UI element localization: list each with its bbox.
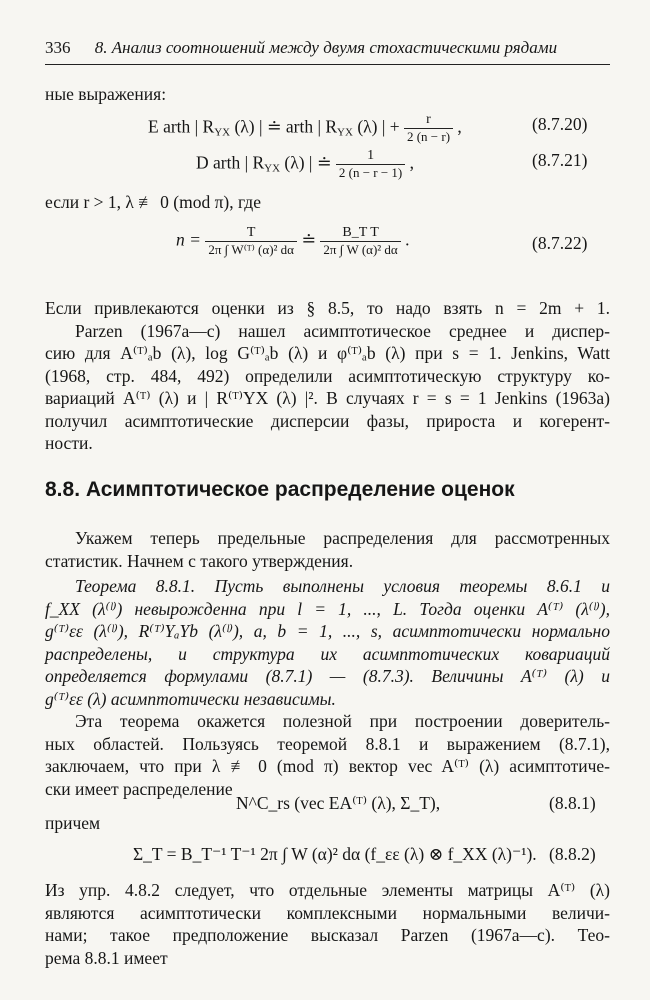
frac-denominator: 2π ∫ W⁽ᵀ⁾ (α)² dα xyxy=(208,242,294,257)
text-line: ности. xyxy=(45,433,93,453)
text-line: получил асимптотические дисперсии фазы, прироста и когерент- xyxy=(45,410,610,431)
frac-denominator: 2 (n − r) xyxy=(406,129,451,144)
text-line: ски имеет распределение xyxy=(45,778,233,799)
paragraph-exercise xyxy=(45,879,610,969)
text-line: ных областей. Пользуясь теоремой 8.8.1 и выражением (8.7.1), xyxy=(45,733,610,754)
text-line: нами; такое предположение высказал Parzen (1967a—c). Тео- xyxy=(45,925,610,945)
frac-denominator: 2π ∫ W (α)² dα xyxy=(323,242,398,257)
eq-8-7-22-mid: ≐ xyxy=(301,229,317,250)
eq-8-7-20-fraction xyxy=(404,112,453,145)
eq-number-8-8-2: (8.8.2) xyxy=(549,844,596,864)
paragraph-intro-limits xyxy=(45,527,610,572)
prichem-line: причем xyxy=(45,813,101,833)
paragraph-parzen xyxy=(45,297,610,455)
eq-8-7-22-fraction-1 xyxy=(205,225,297,258)
text-line: g⁽ᵀ⁾εε (λ) асимптотически независимы. xyxy=(45,688,336,709)
equation-8-7-20 xyxy=(148,112,462,145)
text-line: Укажем теперь предельные распределения для рассмотренных xyxy=(75,528,610,548)
eq-sub-yx-3: YX xyxy=(264,162,281,175)
frac-numerator: T xyxy=(205,225,297,242)
condition-line: если r > 1, λ ≢ 0 (mod π), где xyxy=(45,192,261,212)
eq-8-7-20-tail: , xyxy=(457,116,462,137)
eq-8-7-20-mid: (λ) | ≐ arth | R xyxy=(230,116,338,137)
eq-8-7-22-lhs: n = xyxy=(176,229,201,250)
text-line: (1968, стр. 484, 492) определили асимптотическую структуру ко- xyxy=(45,365,610,386)
eq-8-7-21-lhs: D arth | R xyxy=(196,152,265,173)
text-line: статистик. Начнем с такого утверждения. xyxy=(45,550,354,571)
eq-number-8-8-1: (8.8.1) xyxy=(549,793,596,813)
paragraph-confidence xyxy=(45,710,610,800)
text-line: рема 8.8.1 имеет xyxy=(45,947,168,968)
text-line: f_XX (λ⁽ˡ⁾) невырожденна при l = 1, ..., L. Тогда оценки A⁽ᵀ⁾ (λ⁽ˡ⁾), xyxy=(45,598,610,619)
text-line: Из упр. 4.8.2 следует, что отдельные элементы матрицы A⁽ᵀ⁾ (λ) xyxy=(45,880,610,900)
text-line: Если привлекаются оценки из § 8.5, то надо взять n = 2m + 1. xyxy=(45,298,610,318)
text-line: определяется формулами (8.7.1) — (8.7.3). Величины A⁽ᵀ⁾ (λ) и xyxy=(45,666,610,686)
eq-8-7-22-fraction-2 xyxy=(320,225,400,258)
text-line: сию для A⁽ᵀ⁾ₐb (λ), log G⁽ᵀ⁾ₐb (λ) и φ⁽ᵀ⁾ₐb (λ) при s = 1. Jenkins, Watt xyxy=(45,343,610,363)
eq-number-8-7-20: (8.7.20) xyxy=(532,114,588,134)
frac-numerator: 1 xyxy=(336,148,405,165)
eq-number-8-7-21: (8.7.21) xyxy=(532,150,588,170)
eq-number-8-7-22: (8.7.22) xyxy=(532,233,588,253)
frac-numerator: r xyxy=(404,112,453,129)
equation-8-8-1: N^C_rs (vec EA⁽ᵀ⁾ (λ), Σ_T), xyxy=(236,793,441,813)
text-line: Parzen (1967a—c) нашел асимптотическое среднее и диспер- xyxy=(75,320,610,341)
page-number: 336 xyxy=(45,38,71,57)
frac-denominator: 2 (n − r − 1) xyxy=(338,165,403,180)
text-line: Эта теорема окажется полезной при построении доверитель- xyxy=(75,711,610,731)
eq-8-7-21-mid: (λ) | ≐ xyxy=(280,152,332,173)
eq-8-7-20-rhs: (λ) | + xyxy=(352,116,400,137)
text-line: g⁽ᵀ⁾εε (λ⁽ˡ⁾), R⁽ᵀ⁾YₐYb (λ⁽ˡ⁾), a, b = 1, ..., s, асимптотически нормально xyxy=(45,621,610,641)
eq-sub-yx-2: YX xyxy=(337,126,353,139)
running-header xyxy=(45,38,610,65)
equation-8-8-2: Σ_T = B_T⁻¹ T⁻¹ 2π ∫ W (α)² dα (f_εε (λ) ⊗ f_XX (λ)⁻¹). xyxy=(133,844,537,864)
running-title: 8. Анализ соотношений между двумя стохастическими рядами xyxy=(94,38,558,57)
eq-8-7-20-lhs: E arth | R xyxy=(148,116,215,137)
text-line: заключаем, что при λ ≢ 0 (mod π) вектор vec A⁽ᵀ⁾ (λ) асимптотиче- xyxy=(45,756,610,776)
eq-8-7-22-tail: . xyxy=(405,229,410,250)
text-line: Теорема 8.8.1. Пусть выполнены условия теоремы 8.6.1 и xyxy=(75,576,610,596)
eq-sub-yx: YX xyxy=(214,126,231,139)
theorem-8-8-1 xyxy=(45,575,610,710)
text-line: распределены, и структура их асимптотических ковариаций xyxy=(45,643,610,664)
frac-numerator: B_T T xyxy=(320,225,400,242)
intro-line: ные выражения: xyxy=(45,84,167,104)
eq-8-7-21-fraction xyxy=(336,148,405,181)
eq-8-7-21-tail: , xyxy=(409,152,415,173)
section-heading: 8.8. Асимптотическое распределение оценок xyxy=(45,478,515,501)
equation-8-7-22 xyxy=(176,225,410,258)
equation-8-7-21 xyxy=(196,148,414,181)
text-line: вариаций A⁽ᵀ⁾ (λ) и | R⁽ᵀ⁾YX (λ) |². В случаях r = s = 1 Jenkins (1963a) xyxy=(45,388,610,408)
text-line: являются асимптотически комплексными нормальными величи- xyxy=(45,902,610,923)
